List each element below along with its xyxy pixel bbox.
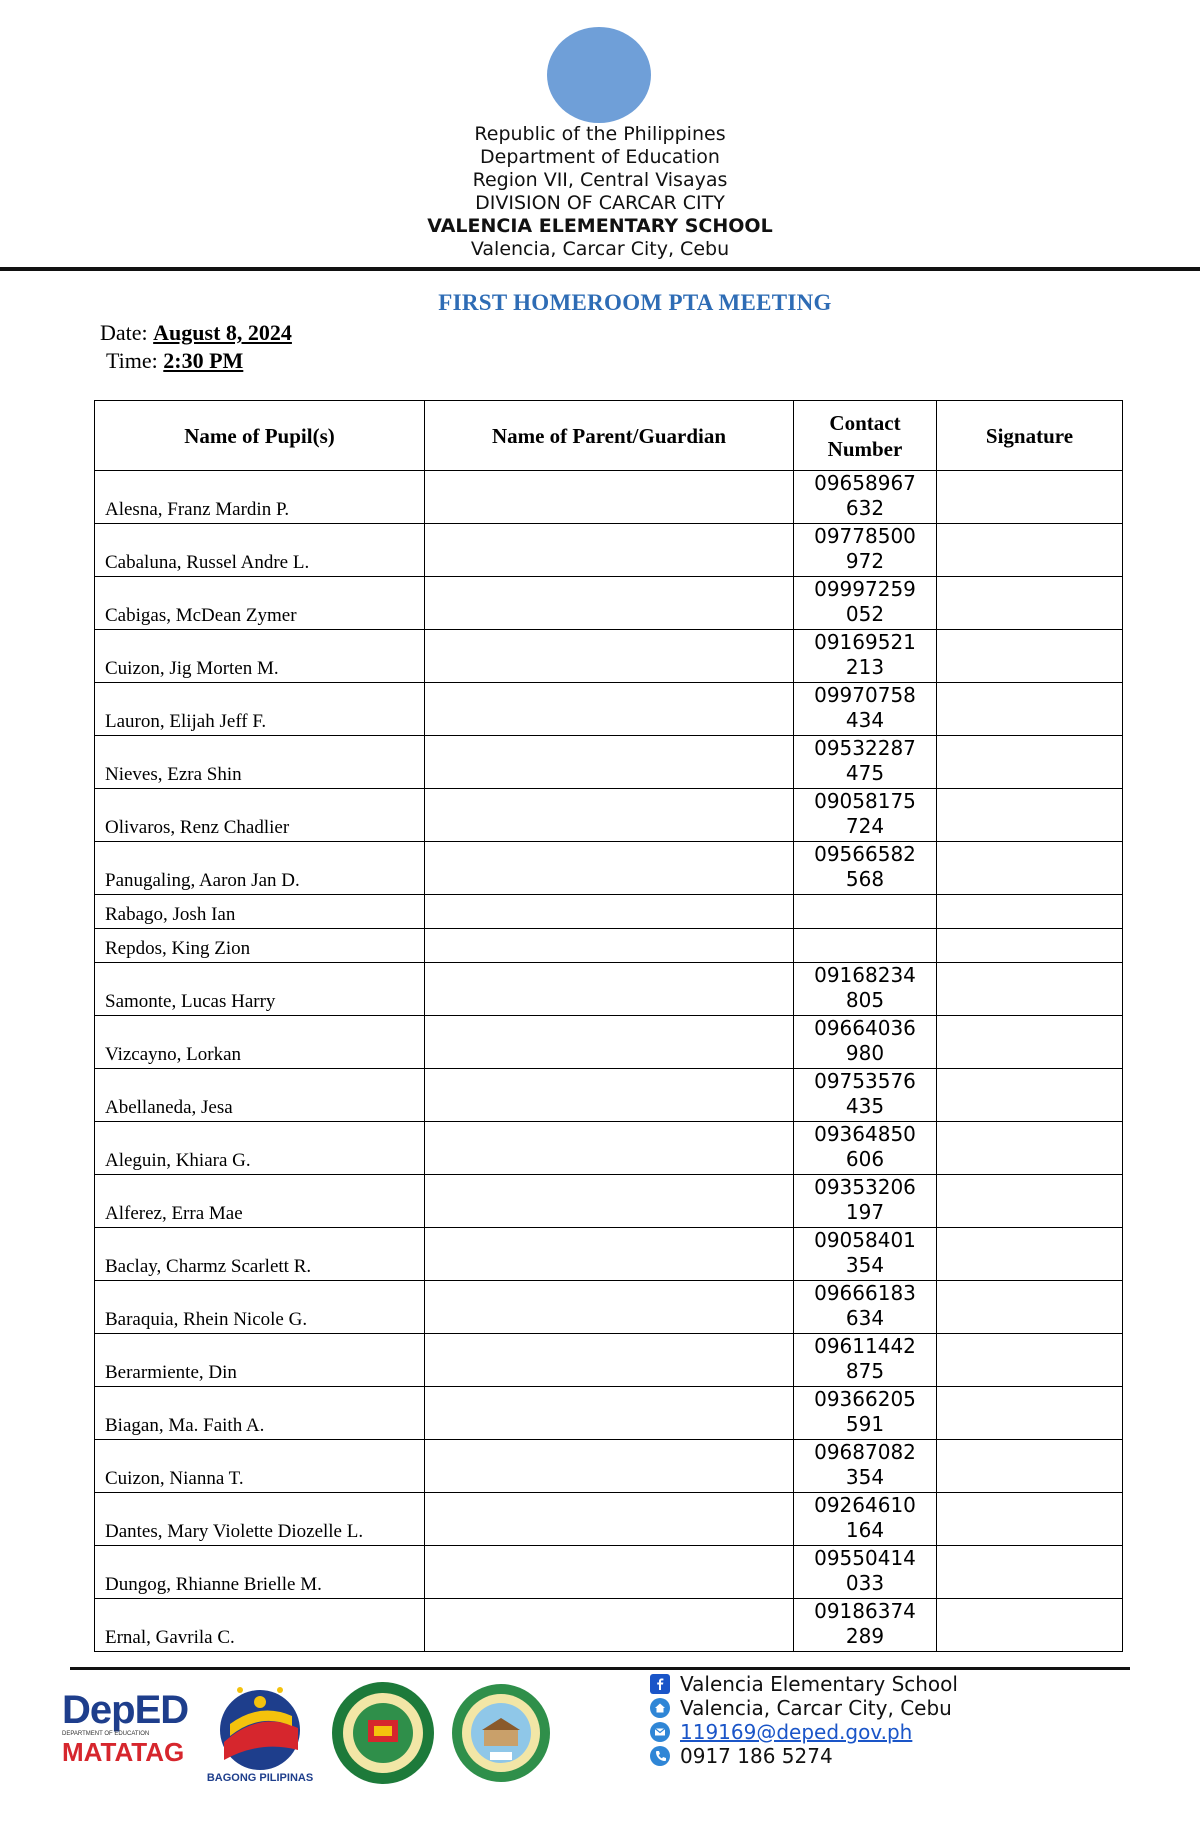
footer-facebook-text[interactable]: Valencia Elementary School (680, 1672, 958, 1696)
pupil-name-cell: Lauron, Elijah Jeff F. (95, 683, 425, 736)
header-contact: Contact Number (794, 401, 937, 471)
contact-number-cell (794, 963, 937, 1016)
table-row (95, 1122, 1123, 1175)
time-label: Time: (106, 348, 158, 373)
table-row (95, 471, 1123, 524)
footer-email-link[interactable]: 119169@deped.gov.ph (680, 1720, 913, 1744)
signature-cell[interactable] (937, 1122, 1123, 1175)
table-row (95, 1440, 1123, 1493)
contact-number-line1: 09666183 (814, 1281, 916, 1305)
parent-name-cell[interactable] (425, 1069, 794, 1122)
header-parent: Name of Parent/Guardian (425, 401, 794, 471)
contact-number-cell (794, 471, 937, 524)
table-row (95, 1175, 1123, 1228)
pupil-name-cell: Olivaros, Renz Chadlier (95, 789, 425, 842)
phone-icon (650, 1746, 670, 1766)
contact-number-line2: 197 (845, 1200, 885, 1224)
contact-number-cell (794, 1281, 937, 1334)
meeting-title: FIRST HOMEROOM PTA MEETING (438, 290, 832, 315)
parent-name-cell[interactable] (425, 1334, 794, 1387)
pupil-name-cell: Cuizon, Nianna T. (95, 1440, 425, 1493)
contact-number-line1: 09264610 (814, 1493, 916, 1517)
deped-logo-text: DepED (62, 1688, 189, 1732)
date-label: Date: (100, 320, 148, 345)
header-seal-circle (547, 27, 651, 123)
contact-number-cell (794, 1440, 937, 1493)
table-row (95, 963, 1123, 1016)
signature-cell[interactable] (937, 789, 1123, 842)
contact-number-cell (794, 1069, 937, 1122)
school-seal-logo (450, 1682, 552, 1784)
signature-cell[interactable] (937, 1175, 1123, 1228)
contact-number-line2: 033 (845, 1571, 885, 1595)
parent-name-cell[interactable] (425, 577, 794, 630)
pupil-name-cell: Baraquia, Rhein Nicole G. (95, 1281, 425, 1334)
parent-name-cell[interactable] (425, 736, 794, 789)
table-row (95, 929, 1123, 963)
contact-number-cell (794, 736, 937, 789)
contact-number-cell (794, 1016, 937, 1069)
parent-name-cell[interactable] (425, 1228, 794, 1281)
table-header-row (95, 401, 1123, 471)
header-divider (0, 267, 1200, 271)
parent-name-cell[interactable] (425, 683, 794, 736)
pupil-name-cell: Alesna, Franz Mardin P. (95, 471, 425, 524)
table-row (95, 1016, 1123, 1069)
contact-number-line1: 09664036 (814, 1016, 916, 1040)
parent-name-cell[interactable] (425, 1016, 794, 1069)
contact-number-line2: 634 (845, 1306, 885, 1330)
contact-number-line2: 434 (845, 708, 885, 732)
pupil-name-cell: Rabago, Josh Ian (95, 895, 425, 929)
contact-number-cell (794, 1228, 937, 1281)
letterhead-region: Region VII, Central Visayas (472, 169, 728, 191)
signature-cell[interactable] (937, 1016, 1123, 1069)
signature-cell[interactable] (937, 577, 1123, 630)
signature-cell[interactable] (937, 1334, 1123, 1387)
contact-number-line1: 09970758 (814, 683, 916, 707)
parent-name-cell[interactable] (425, 1599, 794, 1652)
contact-number-line1: 09611442 (814, 1334, 916, 1358)
footer-email-row (650, 1720, 958, 1744)
contact-number-line1: 09366205 (814, 1387, 916, 1411)
letterhead-republic: Republic of the Philippines (474, 123, 726, 145)
contact-number-line1: 09566582 (814, 842, 916, 866)
parent-name-cell[interactable] (425, 929, 794, 963)
contact-number-cell (794, 929, 937, 963)
signature-cell[interactable] (937, 1546, 1123, 1599)
contact-number-cell (794, 789, 937, 842)
footer-address-row (650, 1696, 958, 1720)
table-row (95, 1281, 1123, 1334)
contact-number-cell (794, 1122, 937, 1175)
table-row (95, 683, 1123, 736)
footer-facebook-row (650, 1672, 958, 1696)
pupil-name-cell: Abellaneda, Jesa (95, 1069, 425, 1122)
contact-number-line2: 568 (845, 867, 885, 891)
table-row (95, 1387, 1123, 1440)
deped-logo-subtext: DEPARTMENT OF EDUCATION (62, 1731, 150, 1737)
deped-matatag-logo (62, 1690, 192, 1785)
bagong-pilipinas-text: BAGONG PILIPINAS (206, 1772, 314, 1784)
parent-name-cell[interactable] (425, 1546, 794, 1599)
pupil-name-cell: Alferez, Erra Mae (95, 1175, 425, 1228)
contact-number-cell (794, 1387, 937, 1440)
contact-number-cell (794, 577, 937, 630)
contact-number-line2: 213 (845, 655, 885, 679)
table-row (95, 1069, 1123, 1122)
pupil-name-cell: Vizcayno, Lorkan (95, 1016, 425, 1069)
signature-cell[interactable] (937, 895, 1123, 929)
contact-number-line1: 09532287 (814, 736, 916, 760)
contact-number-line1: 09058175 (814, 789, 916, 813)
parent-name-cell[interactable] (425, 789, 794, 842)
contact-number-cell (794, 842, 937, 895)
pupil-name-cell: Cuizon, Jig Morten M. (95, 630, 425, 683)
contact-number-cell (794, 1334, 937, 1387)
letterhead (360, 123, 840, 261)
matatag-logo-text: MATATAG (62, 1737, 185, 1767)
signature-cell[interactable] (937, 963, 1123, 1016)
table-row (95, 630, 1123, 683)
parent-name-cell[interactable] (425, 1493, 794, 1546)
pupil-name-cell: Panugaling, Aaron Jan D. (95, 842, 425, 895)
parent-name-cell[interactable] (425, 630, 794, 683)
contact-number-line1: 09169521 (814, 630, 916, 654)
date-line (100, 320, 292, 346)
parent-name-cell[interactable] (425, 963, 794, 1016)
letterhead-school: VALENCIA ELEMENTARY SCHOOL (427, 215, 773, 237)
bagong-pilipinas-logo (200, 1680, 320, 1785)
pupil-name-cell: Aleguin, Khiara G. (95, 1122, 425, 1175)
footer-phone-row (650, 1744, 958, 1768)
contact-number-cell (794, 630, 937, 683)
contact-number-line2: 475 (845, 761, 885, 785)
contact-number-line2: 289 (845, 1624, 885, 1648)
table-row (95, 1599, 1123, 1652)
contact-number-line2: 354 (845, 1465, 885, 1489)
signature-cell[interactable] (937, 630, 1123, 683)
table-row (95, 1546, 1123, 1599)
table-row (95, 789, 1123, 842)
contact-number-line2: 435 (845, 1094, 885, 1118)
footer-phone-text: 0917 186 5274 (680, 1744, 833, 1768)
signature-cell[interactable] (937, 1069, 1123, 1122)
contact-number-line1: 09168234 (814, 963, 916, 987)
contact-number-line1: 09364850 (814, 1122, 916, 1146)
contact-number-cell (794, 1493, 937, 1546)
table-row (95, 577, 1123, 630)
contact-number-cell (794, 1175, 937, 1228)
parent-name-cell[interactable] (425, 471, 794, 524)
letterhead-department: Department of Education (480, 146, 720, 168)
date-value: August 8, 2024 (153, 320, 292, 345)
parent-name-cell[interactable] (425, 1175, 794, 1228)
contact-number-line2: 632 (845, 496, 885, 520)
table-row (95, 524, 1123, 577)
contact-number-cell (794, 1546, 937, 1599)
contact-number-line2: 805 (845, 988, 885, 1012)
contact-number-cell (794, 683, 937, 736)
contact-number-line2: 980 (845, 1041, 885, 1065)
signature-cell[interactable] (937, 683, 1123, 736)
header-pupil: Name of Pupil(s) (95, 401, 425, 471)
contact-number-line2: 875 (845, 1359, 885, 1383)
parent-name-cell[interactable] (425, 1387, 794, 1440)
contact-number-line1: 09550414 (814, 1546, 916, 1570)
pupil-name-cell: Samonte, Lucas Harry (95, 963, 425, 1016)
table-row (95, 842, 1123, 895)
signature-cell[interactable] (937, 1281, 1123, 1334)
contact-number-line2: 606 (845, 1147, 885, 1171)
table-row (95, 1493, 1123, 1546)
contact-number-cell (794, 895, 937, 929)
footer-contact-block (650, 1672, 958, 1768)
signature-cell[interactable] (937, 1599, 1123, 1652)
signature-cell[interactable] (937, 842, 1123, 895)
parent-name-cell[interactable] (425, 842, 794, 895)
footer-address-text: Valencia, Carcar City, Cebu (680, 1696, 952, 1720)
contact-number-line1: 09997259 (814, 577, 916, 601)
signature-cell[interactable] (937, 929, 1123, 963)
parent-name-cell[interactable] (425, 524, 794, 577)
pupil-name-cell: Baclay, Charmz Scarlett R. (95, 1228, 425, 1281)
contact-number-line1: 09186374 (814, 1599, 916, 1623)
signature-cell[interactable] (937, 736, 1123, 789)
letterhead-division: DIVISION OF CARCAR CITY (475, 192, 725, 214)
time-value: 2:30 PM (163, 348, 244, 373)
parent-name-cell[interactable] (425, 1122, 794, 1175)
parent-name-cell[interactable] (425, 1281, 794, 1334)
table-body (95, 471, 1123, 1652)
contact-number-line2: 972 (845, 549, 885, 573)
attendance-table (94, 400, 1123, 1652)
contact-number-line2: 354 (845, 1253, 885, 1277)
table-row (95, 1334, 1123, 1387)
email-icon (650, 1722, 670, 1742)
contact-number-line1: 09778500 (814, 524, 916, 548)
header-signature: Signature (937, 401, 1123, 471)
signature-cell[interactable] (937, 471, 1123, 524)
bagong-pilipinas-emblem (200, 1680, 320, 1772)
facebook-icon (650, 1674, 670, 1694)
division-seal-logo (330, 1680, 436, 1786)
contact-number-cell (794, 524, 937, 577)
signature-cell[interactable] (937, 1228, 1123, 1281)
pupil-name-cell: Dungog, Rhianne Brielle M. (95, 1546, 425, 1599)
pupil-name-cell: Nieves, Ezra Shin (95, 736, 425, 789)
contact-number-cell (794, 1599, 937, 1652)
table-row (95, 1228, 1123, 1281)
contact-number-line1: 09658967 (814, 471, 916, 495)
home-icon (650, 1698, 670, 1718)
time-line (106, 348, 243, 374)
signature-cell[interactable] (937, 524, 1123, 577)
contact-number-line2: 724 (845, 814, 885, 838)
pupil-name-cell: Repdos, King Zion (95, 929, 425, 963)
signature-cell[interactable] (937, 1440, 1123, 1493)
table-row (95, 736, 1123, 789)
contact-number-line2: 591 (845, 1412, 885, 1436)
contact-number-line2: 052 (845, 602, 885, 626)
pupil-name-cell: Biagan, Ma. Faith A. (95, 1387, 425, 1440)
pupil-name-cell: Cabaluna, Russel Andre L. (95, 524, 425, 577)
parent-name-cell[interactable] (425, 1440, 794, 1493)
pupil-name-cell: Berarmiente, Din (95, 1334, 425, 1387)
contact-number-line1: 09353206 (814, 1175, 916, 1199)
parent-name-cell[interactable] (425, 895, 794, 929)
contact-number-line2: 164 (845, 1518, 885, 1542)
contact-number-line1: 09753576 (814, 1069, 916, 1093)
contact-number-line1: 09058401 (814, 1228, 916, 1252)
signature-cell[interactable] (937, 1493, 1123, 1546)
footer-divider (70, 1667, 1130, 1670)
pupil-name-cell: Ernal, Gavrila C. (95, 1599, 425, 1652)
pupil-name-cell: Cabigas, McDean Zymer (95, 577, 425, 630)
signature-cell[interactable] (937, 1387, 1123, 1440)
table-row (95, 895, 1123, 929)
letterhead-address: Valencia, Carcar City, Cebu (470, 238, 730, 260)
contact-number-line1: 09687082 (814, 1440, 916, 1464)
pupil-name-cell: Dantes, Mary Violette Diozelle L. (95, 1493, 425, 1546)
